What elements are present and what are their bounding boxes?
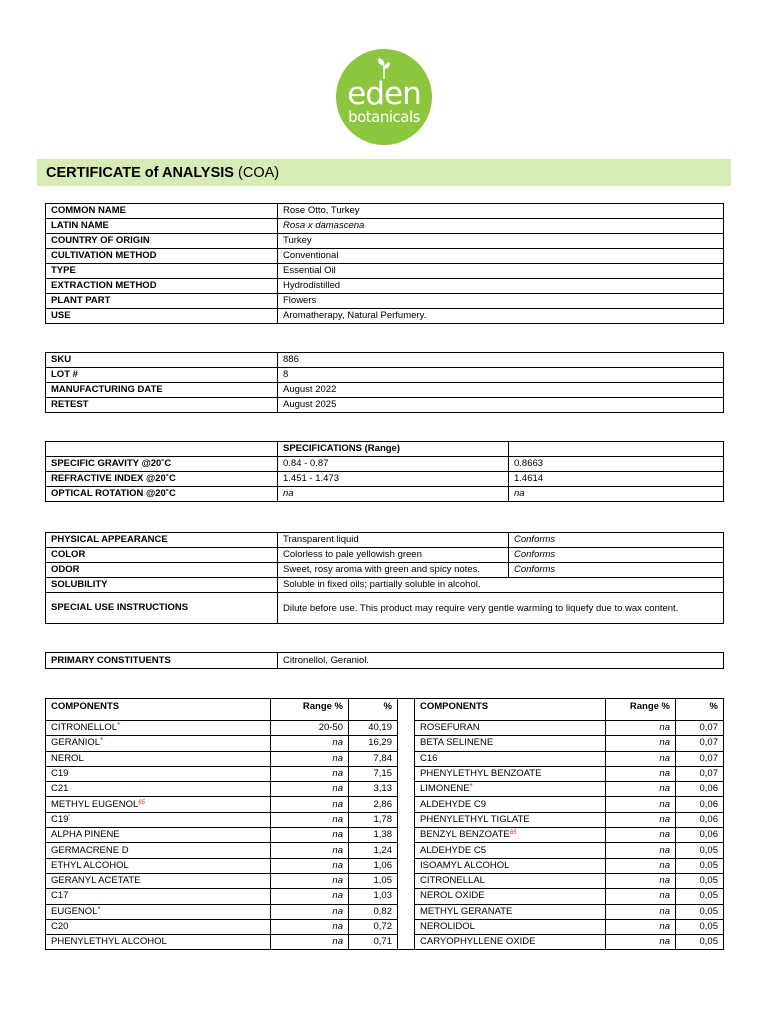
range-header: Range % <box>271 699 349 721</box>
field-value: Hydrodistilled <box>278 279 724 294</box>
primary-label: PRIMARY CONSTITUENTS <box>46 653 278 669</box>
property-label: ODOR <box>46 563 278 578</box>
column-gap <box>398 812 415 827</box>
component-range: na <box>606 904 676 919</box>
document-title-bar <box>37 159 731 186</box>
component-row <box>46 858 724 873</box>
component-name <box>415 873 606 888</box>
column-gap <box>398 843 415 858</box>
component-name-text: LIMONENE <box>420 783 470 795</box>
component-name-text: PHENYLETHYL ALCOHOL <box>51 936 167 948</box>
component-row <box>46 736 724 751</box>
component-name-text: ALDEHYDE C9 <box>420 798 486 810</box>
component-name-text: NEROLIDOL <box>420 921 475 932</box>
component-name <box>46 736 271 751</box>
component-name-text: NEROL <box>51 752 84 764</box>
component-range: na <box>271 812 349 827</box>
logo-subtitle: botanicals <box>348 108 420 126</box>
column-gap <box>398 736 415 751</box>
batch-info-row <box>46 398 724 413</box>
component-percent: 0,05 <box>676 858 724 873</box>
component-percent: 0,82 <box>349 904 398 919</box>
spec-range: 1.451 - 1.473 <box>278 472 509 487</box>
component-range: na <box>271 766 349 781</box>
field-label: SKU <box>46 353 278 368</box>
component-name <box>415 797 606 812</box>
component-range: na <box>606 721 676 736</box>
component-name <box>415 843 606 858</box>
component-name-text: ETHYL ALCOHOL <box>51 859 129 871</box>
component-percent: 0,05 <box>676 843 724 858</box>
specifications-table <box>45 441 724 502</box>
physical-row <box>46 578 724 593</box>
column-gap <box>398 873 415 888</box>
property-label: COLOR <box>46 548 278 563</box>
component-name <box>415 919 606 934</box>
component-range: na <box>271 828 349 843</box>
component-range: na <box>271 904 349 919</box>
column-gap <box>398 766 415 781</box>
product-info-row <box>46 264 724 279</box>
component-percent: 0,07 <box>676 766 724 781</box>
components-table <box>45 698 724 950</box>
property-label: SOLUBILITY <box>46 578 278 593</box>
component-name-text: METHYL EUGENOL <box>51 798 139 810</box>
component-name-text: ALDEHYDE C5 <box>420 844 486 856</box>
component-name-text: CITRONELLAL <box>420 875 485 887</box>
prop65-marker: 65 <box>509 830 517 837</box>
component-name <box>415 904 606 919</box>
spec-row <box>46 457 724 472</box>
component-name <box>415 828 606 843</box>
component-row <box>46 919 724 934</box>
percent-header: % <box>349 699 398 721</box>
product-info-table <box>45 203 724 324</box>
field-label: LOT # <box>46 368 278 383</box>
component-name <box>46 873 271 888</box>
field-value: Turkey <box>278 234 724 249</box>
field-label: LATIN NAME <box>46 219 278 234</box>
components-header-2: COMPONENTS <box>415 699 606 721</box>
field-value: Aromatherapy, Natural Perfumery. <box>278 309 724 324</box>
product-info-row <box>46 309 724 324</box>
physical-row <box>46 533 724 548</box>
column-gap <box>398 935 415 950</box>
component-name-text: ROSEFURAN <box>420 722 480 734</box>
component-name-text: PHENYLETHYL BENZOATE <box>420 768 542 780</box>
component-percent: 0,06 <box>676 828 724 843</box>
field-value: Rose Otto, Turkey <box>278 204 724 219</box>
column-gap <box>398 699 415 721</box>
spec-result: 1.4614 <box>509 472 724 487</box>
physical-row <box>46 548 724 563</box>
spec-result: 0.8663 <box>509 457 724 472</box>
spec-row <box>46 472 724 487</box>
component-range: na <box>271 889 349 904</box>
eden-botanicals-logo <box>336 49 432 145</box>
component-percent: 1,06 <box>349 858 398 873</box>
field-value: August 2025 <box>278 398 724 413</box>
column-gap <box>398 782 415 797</box>
component-name <box>46 935 271 950</box>
component-range: na <box>271 935 349 950</box>
product-info-row <box>46 219 724 234</box>
product-info-row <box>46 234 724 249</box>
component-percent: 0,05 <box>676 904 724 919</box>
component-name <box>46 812 271 827</box>
component-name <box>46 751 271 766</box>
component-range: na <box>271 919 349 934</box>
component-range: na <box>271 736 349 751</box>
component-name-text: CARYOPHYLLENE OXIDE <box>420 936 536 948</box>
component-percent: 0,72 <box>349 919 398 934</box>
component-name-text: GERANIOL <box>51 737 101 749</box>
batch-info-table <box>45 352 724 413</box>
range-header-2: Range % <box>606 699 676 721</box>
property-result: Conforms <box>509 548 724 563</box>
component-range: na <box>606 782 676 797</box>
component-name <box>46 919 271 934</box>
components-header-row <box>46 699 724 721</box>
component-percent: 7,15 <box>349 766 398 781</box>
component-row <box>46 935 724 950</box>
component-percent: 0,71 <box>349 935 398 950</box>
property-label: PHYSICAL APPEARANCE <box>46 533 278 548</box>
component-name-text: GERANYL ACETATE <box>51 875 141 887</box>
spec-result: na <box>509 487 724 502</box>
allergen-marker: * <box>97 904 101 914</box>
component-range: na <box>606 812 676 827</box>
field-label: TYPE <box>46 264 278 279</box>
component-row <box>46 812 724 827</box>
component-percent: 0,05 <box>676 873 724 888</box>
component-range: na <box>271 843 349 858</box>
component-percent: 1,05 <box>349 873 398 888</box>
component-name <box>46 766 271 781</box>
component-name-text: C19 <box>51 768 69 780</box>
property-label: SPECIAL USE INSTRUCTIONS <box>46 593 278 624</box>
component-name-text: GERMACRENE D <box>51 844 129 856</box>
component-row <box>46 873 724 888</box>
allergen-marker: * <box>100 736 104 746</box>
title-normal: (COA) <box>238 165 280 181</box>
component-name-text: C20 <box>51 921 69 932</box>
specs-header-result <box>509 442 724 457</box>
product-info-row <box>46 279 724 294</box>
component-name <box>415 721 606 736</box>
component-name-text: EUGENOL <box>51 905 98 917</box>
component-range: na <box>606 919 676 934</box>
components-header: COMPONENTS <box>46 699 271 721</box>
spec-label: OPTICAL ROTATION @20˚C <box>46 487 278 502</box>
component-row <box>46 766 724 781</box>
component-percent: 2,86 <box>349 797 398 812</box>
component-name <box>415 736 606 751</box>
component-name-text: PHENYLETHYL TIGLATE <box>420 813 530 825</box>
component-range: na <box>606 766 676 781</box>
allergen-marker: * <box>469 782 473 792</box>
property-result: Conforms <box>509 563 724 578</box>
component-row <box>46 782 724 797</box>
spec-label: REFRACTIVE INDEX @20˚C <box>46 472 278 487</box>
column-gap <box>398 889 415 904</box>
component-row <box>46 904 724 919</box>
component-row <box>46 889 724 904</box>
component-percent: 0,06 <box>676 797 724 812</box>
column-gap <box>398 797 415 812</box>
component-row <box>46 797 724 812</box>
component-range: na <box>271 873 349 888</box>
component-name-text: NEROL OXIDE <box>420 890 485 902</box>
specs-header-label: SPECIFICATIONS (Range) <box>278 442 509 457</box>
field-label: USE <box>46 309 278 324</box>
logo-wordmark: eden <box>347 76 421 112</box>
percent-header-2: % <box>676 699 724 721</box>
field-value: Flowers <box>278 294 724 309</box>
spec-range: 0.84 - 0.87 <box>278 457 509 472</box>
field-value: August 2022 <box>278 383 724 398</box>
component-range: na <box>606 935 676 950</box>
component-name <box>415 812 606 827</box>
specs-header-row <box>46 442 724 457</box>
component-name <box>415 751 606 766</box>
column-gap <box>398 721 415 736</box>
product-info-row <box>46 294 724 309</box>
component-range: na <box>606 828 676 843</box>
component-name-text: C19 <box>51 813 69 825</box>
page-title <box>46 164 279 182</box>
column-gap <box>398 919 415 934</box>
component-percent: 1,24 <box>349 843 398 858</box>
field-label: COMMON NAME <box>46 204 278 219</box>
prop65-marker: 65 <box>138 799 145 806</box>
component-row <box>46 751 724 766</box>
component-percent: 0,07 <box>676 721 724 736</box>
component-name-text: BENZYL BENZOATE <box>420 829 510 841</box>
property-spec: Sweet, rosy aroma with green and spicy notes. <box>278 563 509 578</box>
component-name <box>415 858 606 873</box>
component-percent: 1,38 <box>349 828 398 843</box>
component-range: na <box>606 797 676 812</box>
component-name-text: METHYL GERANATE <box>420 905 513 917</box>
property-spec: Transparent liquid <box>278 533 509 548</box>
component-range: 20-50 <box>271 721 349 736</box>
primary-value: Citronellol, Geraniol. <box>278 653 724 669</box>
field-label: RETEST <box>46 398 278 413</box>
component-name <box>46 721 271 736</box>
component-percent: 3,13 <box>349 782 398 797</box>
component-percent: 0,06 <box>676 782 724 797</box>
component-name <box>415 782 606 797</box>
column-gap <box>398 828 415 843</box>
column-gap <box>398 904 415 919</box>
component-name <box>415 935 606 950</box>
physical-row <box>46 563 724 578</box>
component-percent: 0,05 <box>676 935 724 950</box>
primary-constituents-table <box>45 652 724 669</box>
component-row <box>46 843 724 858</box>
field-value: Rosa x damascena <box>278 219 724 234</box>
physical-properties-table <box>45 532 724 624</box>
component-row <box>46 721 724 736</box>
product-info-row <box>46 204 724 219</box>
field-label: CULTIVATION METHOD <box>46 249 278 264</box>
component-percent: 1,03 <box>349 889 398 904</box>
component-range: na <box>606 751 676 766</box>
column-gap <box>398 858 415 873</box>
component-percent: 40,19 <box>349 721 398 736</box>
field-label: MANUFACTURING DATE <box>46 383 278 398</box>
component-percent: 0,07 <box>676 736 724 751</box>
component-percent: 1,78 <box>349 812 398 827</box>
component-name <box>46 828 271 843</box>
property-spec: Dilute before use. This product may require very gentle warming to liquefy due to wax content. <box>278 593 724 624</box>
component-percent: 0,05 <box>676 919 724 934</box>
spec-row <box>46 487 724 502</box>
column-gap <box>398 751 415 766</box>
field-label: PLANT PART <box>46 294 278 309</box>
component-name-text: C16 <box>420 752 438 764</box>
component-range: na <box>606 736 676 751</box>
component-name <box>415 889 606 904</box>
title-bold: CERTIFICATE of ANALYSIS <box>46 165 234 181</box>
field-value: 8 <box>278 368 724 383</box>
component-name-text: ALPHA PINENE <box>51 829 120 841</box>
component-name <box>46 782 271 797</box>
component-percent: 16,29 <box>349 736 398 751</box>
component-range: na <box>606 889 676 904</box>
primary-constituents-row <box>46 653 724 669</box>
batch-info-row <box>46 383 724 398</box>
allergen-marker: * <box>117 721 121 731</box>
component-range: na <box>271 797 349 812</box>
component-range: na <box>271 751 349 766</box>
component-row <box>46 828 724 843</box>
property-result: Conforms <box>509 533 724 548</box>
component-range: na <box>606 843 676 858</box>
specs-header-empty <box>46 442 278 457</box>
component-name-text: ISOAMYL ALCOHOL <box>420 859 510 871</box>
component-name-text: BETA SELINENE <box>420 737 494 749</box>
field-label: EXTRACTION METHOD <box>46 279 278 294</box>
component-name <box>46 843 271 858</box>
component-name-text: C17 <box>51 890 69 902</box>
isomer-marker: ' <box>68 813 70 821</box>
property-spec: Colorless to pale yellowish green <box>278 548 509 563</box>
component-range: na <box>606 858 676 873</box>
batch-info-row <box>46 368 724 383</box>
spec-range: na <box>278 487 509 502</box>
component-range: na <box>271 858 349 873</box>
field-value: Essential Oil <box>278 264 724 279</box>
component-name <box>46 889 271 904</box>
property-spec: Soluble in fixed oils; partially soluble in alcohol. <box>278 578 724 593</box>
component-percent: 7,84 <box>349 751 398 766</box>
component-range: na <box>606 873 676 888</box>
field-value: Conventional <box>278 249 724 264</box>
component-name-text: CITRONELLOL <box>51 722 117 734</box>
field-value: 886 <box>278 353 724 368</box>
field-label: COUNTRY OF ORIGIN <box>46 234 278 249</box>
component-name-text: C21 <box>51 783 69 795</box>
component-name <box>46 904 271 919</box>
component-name <box>46 797 271 812</box>
component-name <box>46 858 271 873</box>
component-range: na <box>271 782 349 797</box>
component-percent: 0,07 <box>676 751 724 766</box>
physical-row <box>46 593 724 624</box>
component-percent: 0,05 <box>676 889 724 904</box>
spec-label: SPECIFIC GRAVITY @20˚C <box>46 457 278 472</box>
component-name <box>415 766 606 781</box>
component-percent: 0,06 <box>676 812 724 827</box>
product-info-row <box>46 249 724 264</box>
batch-info-row <box>46 353 724 368</box>
